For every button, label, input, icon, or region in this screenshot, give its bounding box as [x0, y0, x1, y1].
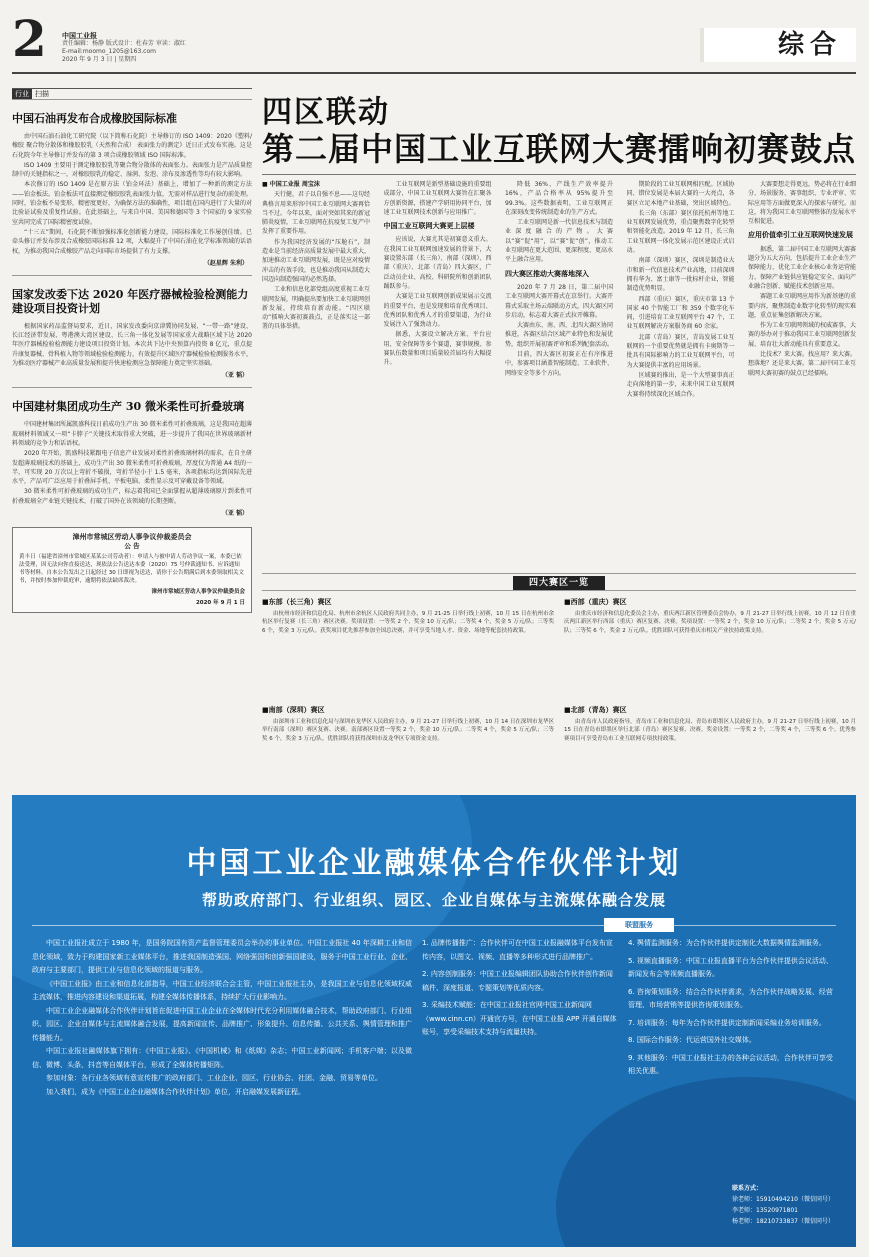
tag-label: 行业	[12, 89, 32, 99]
paragraph: 区域赛的推出，是一个大型赛事真正走向落地的第一步，未来中国工业互联网大赛将持续深化区域合作。	[626, 371, 735, 398]
tag-name: 扫描	[35, 90, 49, 98]
banner-title: 中国工业企业融媒体合作伙伴计划	[186, 846, 682, 881]
paragraph: 加入我们，成为《中国工业企业融媒体合作伙伴计划》单位，开启融媒发展新征程。	[46, 1087, 305, 1096]
paragraph: 由中国石油石油化工研究院（以下简称石化院）主导修订的 ISO 1409：2020《塑料/橡胶 聚合物分散体和橡胶胶乳（天然和合成） 表面张力的测定》近日正式发布实施。这是石化院今年主导修订并发布的第 3 项合成橡胶领域 ISO 国际标准。	[12, 133, 252, 159]
paragraph: 作为工业互联网领域的权威赛事，大赛的举办对于推动我国工业互联网创新发展、培育壮大新动能具有重要意义。	[748, 322, 856, 348]
division-west	[564, 598, 856, 635]
paragraph: 赛题工业互联网应用作为新基建的重要内容，聚焦制造业数字化转型的现实难题，重点征集创新解决方案。	[748, 293, 856, 319]
paragraph: 工业互联网是新型基础设施的重要组成部分，中国工业互联网大赛旨在汇聚各方创新资源，搭建产学研用协同平台，加速工业互联网技术创新与应用推广。	[383, 181, 492, 216]
services-list-1	[422, 937, 618, 1044]
services-tag: 联盟服务	[604, 918, 674, 932]
paragraph: 工业互联网是新一代信息技术与制造业深度融合的产物。大赛以“赛”促“用”，以“赛”促“创”，推动工业互联网在更大范围、更深程度、更高水平上融合应用。	[505, 219, 613, 264]
service-item: 2. 内容创制服务：中国工业报编辑团队协助合作伙伴创作新闻稿件、深度报道、专题策划等优质内容。	[422, 970, 613, 992]
contact-line: 徐老师：15910494210（微信同号）	[732, 1196, 834, 1203]
paragraph: ISO 1409 主要用于测定橡胶胶乳等聚合物分散体的表面张力。表面张力是产品质量控制中的关键指标之一，对橡胶胶乳的稳定、湿润、发泡、涂布及渗透性等均有较大影响。	[12, 161, 252, 179]
paragraph: 长三角（东部）赛区依托杭州等地工业互联网发展优势，重点聚焦数字化转型和智能化改造。2019 年 12 月，长三角工业互联网一体化发展示范区建设正式启动。	[626, 209, 735, 255]
article-body	[12, 132, 252, 256]
article-body	[12, 420, 252, 506]
division-text: 由杭州市经济和信息化局、杭州市余杭区人民政府共同主办，9 月 21-25 日举行线上初赛，10 月 15 日在杭州市余杭区举行复赛（长三角）赛区决赛。奖项设置：一等奖 2 个，奖金 10 万元/队；二等奖 4 个，奖金 5 万元/队；三等奖 6 个，奖金 3 万元/队。获奖项目优先推荐参加全国总决赛，并可享受当地人才、资金、场地等配套扶持政策。	[262, 610, 554, 634]
paragraph: 南部（深圳）赛区，深圳是制造业大市和新一代信息技术产业高地，目前深圳拥有华为、富士康等一批标杆企业，智能制造优势明显。	[626, 257, 735, 293]
article-column-3	[505, 180, 613, 566]
divisions-band	[262, 573, 856, 591]
divisions-grid	[262, 598, 856, 794]
article-petrochina	[12, 112, 252, 267]
subheading: 四大赛区推动大赛落地深入	[505, 269, 589, 278]
article-byline: （赵星辉 朱利）	[203, 259, 248, 267]
article-column-4	[627, 180, 735, 566]
division-text: 由青岛市人民政府指导，青岛市工业和信息化局、青岛市即墨区人民政府主办，9 月 21-27 日举行线上初赛，10 月 15 日在青岛市即墨区举行北部（青岛）赛区复赛、决赛。奖金设置：一等奖 2 个，二等奖 4 个，三等奖 6 个。优秀参赛项目可享受青岛市工业互联网专项扶持政策。	[564, 718, 856, 742]
section-header	[700, 28, 856, 62]
industry-scan-tag	[12, 88, 252, 100]
paragraph: 30 微米柔性可折叠玻璃的成功生产，标志着我国已全面掌握从超薄玻璃原片到柔性可折叠玻璃全产业链关键技术，打破了国外在该领域的长期垄断。	[12, 488, 252, 505]
subheading: 应用价值牵引工业互联网快速发展	[748, 231, 853, 240]
banner-subtitle: 帮助政府部门、行业组织、园区、企业自媒体与主流媒体融合发展	[201, 891, 666, 909]
paragraph: 本次修订的 ISO 1409 是在原方法（铂金环法）基础上，增加了一种新的测定方法——铂金板法。铂金板法可直接测定橡胶胶乳表面张力值，无需对样品进行复杂的前处理。同时，铂金板不易变形，精密度更好，为确保方法的准确性，项目组在国内进行了大量的对比验证试验及重复性试验。在此基础上，与来自中国、美国和德国等 3 个国家的 9 家实验室共同完成了国际精密度试验。	[12, 181, 253, 226]
service-item: 3. 采编技术赋能：在中国工业报社官网中国工业新闻网（www.cinn.cn）开通官方号，在中国工业报 APP 开通自媒体账号，享受采编技术支持与流量扶持。	[422, 1001, 617, 1036]
main-article	[262, 180, 856, 566]
divisions-title: 四大赛区一览	[513, 576, 605, 590]
paragraph: 根据国家药品监督局要求，近日，国家发改委向京津冀协同发展、“一带一路”建设、长江经济带发展、粤港澳大湾区建设、长三角一体化发展等国家重大战略区域下达 2020 年医疗器械检验检测能力建设项目投资计划。本次共下达中央预算内投资 8 亿元，重点提升康复器械、骨科植入物等领域检验检测能力，有效提升区域医疗器械检验检测服务水平，为推动医疗器械产业高质量发展和提升快速检测应急保障能力奠定坚实基础。	[12, 322, 253, 368]
division-text: 由重庆市经济和信息化委员会主办，重庆两江新区管理委员会协办，9 月 21-27 日举行线上初赛，10 月 12 日在重庆两江新区举行西部（重庆）赛区复赛、决赛。奖项设置：一等奖 2 个，奖金 10 万元/队；二等奖 2 个，奖金 5 万元/队；三等奖 6 个，奖金 2 万元/队。优胜团队可获得重庆市相关产业扶持政策支持。	[564, 610, 856, 634]
arbitration-notice	[12, 527, 252, 613]
section-title: 综合	[777, 30, 842, 60]
paragraph: 2020 年 7 月 28 日，第二届中国工业互联网大赛开幕式在京举行。大赛开幕式采取主场云端联动方式，四大赛区同步启动，标志着大赛正式拉开帷幕。	[505, 283, 613, 319]
notice-title: 漳州市常城区劳动人事争议仲裁委员会	[72, 533, 192, 542]
banner-divider	[32, 925, 836, 926]
page-number: 2	[12, 9, 47, 68]
subheading: 中国工业互联网大赛更上层楼	[383, 222, 475, 231]
article-ndrc	[12, 288, 252, 379]
paragraph: 比技术？来大赛。找应用？来大赛。想落地？还是来大赛。第二届中国工业互联网大赛初赛的鼓点已经擂响。	[748, 351, 856, 377]
article-title: 国家发改委下达 2020 年医疗器械检验检测能力建设项目投资计划	[12, 287, 249, 315]
article-column-1	[262, 180, 370, 566]
email-line: E-mail:moomo_1205@163.com	[62, 48, 156, 55]
paragraph: 中国工业报社融媒体旗下拥有：《中国工业报》、《中国机械》和《纸媒》杂志；中国工业新闻网；手机客户端；以及微信、微博、头条、抖音等自媒体平台，形成了全媒体传播矩阵。	[32, 1047, 412, 1069]
division-east	[262, 598, 554, 635]
paragraph: 目前，四大赛区初赛正在有序推进中，参赛项目涵盖智能制造、工业软件、网络安全等多个方向。	[505, 351, 613, 377]
service-item: 6. 咨询策划服务：结合合作伙伴需求，为合作伙伴战略发展、经营管理、市场营销等提供咨询策划服务。	[628, 987, 833, 1009]
paragraph: 北部（青岛）赛区，青岛发展工业互联网的一个重要优势就是拥有卡奥斯等一批具有国际影响力的工业互联网平台，可为大赛提供丰富的应用场景。	[626, 333, 735, 369]
paragraph: 大赛要想走得更远，势必将在行业细分、场景服务、赛事组织、专业评审、实际应用等方面做更深入的探索与研究。而这，将为我国工业互联网整体的发展水平互相促进。	[748, 181, 856, 226]
division-south	[262, 706, 554, 743]
article-byline: （亚 韬）	[221, 372, 248, 380]
notice-footer: 漳州市常城区劳动人事争议仲裁委员会	[151, 589, 245, 596]
division-name: ■西部（重庆）赛区	[564, 598, 627, 606]
paragraph: 中国工业企业融媒体合作伙伴计划旨在促进中国工业企业在全媒体时代充分利用媒体融合技术，帮助政府部门、行业组织、园区、企业自媒体与主流媒体融合发展，提高新闻宣传、品牌推广、形象提升、信息传播、公共关系、舆情管理和推广传播能力。	[32, 1006, 412, 1042]
division-text: 由深圳市工业和信息化局与深圳市龙华区人民政府主办，9 月 21-27 日举行线上初赛，10 月 14 日在深圳市龙华区举行南部（深圳）赛区复赛、决赛。南部赛区设置一等奖 2 个，奖金 10 万元/队；二等奖 4 个，奖金 5 万元/队；三等奖 6 个，奖金 3 万元/队。优胜团队将获得深圳市及龙华区专项资金支持。	[262, 718, 554, 742]
article-cnbm	[12, 400, 252, 517]
masthead	[0, 0, 869, 72]
banner-intro	[32, 937, 412, 1099]
contact-line: 李老师：13520971801	[732, 1207, 798, 1214]
paper-name: 中国工业报	[62, 32, 97, 40]
notice-date: 2020 年 9 月 1 日	[195, 600, 245, 607]
paragraph: 中国建材集团所属凯盛科技日前成功生产出 30 微米柔性可折叠玻璃，这是我国在超薄玻璃材料领域又一项“卡脖子”关键技术取得重大突破，进一步提升了我国在世界玻璃新材料领域的竞争力和话语权。	[12, 421, 252, 447]
paragraph: 大赛由东、南、西、北四大赛区协同推进，各赛区结合区域产业特色和发展优势，组织开展初赛评审和系列配套活动。	[505, 322, 613, 348]
paragraph: 据悉，大赛设立解决方案、平台应用、安全保障等多个赛道，赛事规模、参赛队伍数量和项目质量较首届均有大幅提升。	[383, 331, 492, 367]
article-title: 中国石油再发布合成橡胶国际标准	[12, 112, 177, 125]
service-item: 5. 视频直播服务：中国工业报直播平台为合作伙伴提供会议活动、新闻发布会等视频直播服务。	[628, 956, 833, 978]
date-line: 2020 年 9 月 3 日 | 星期四	[62, 56, 137, 63]
headline-line-2: 第二届中国工业互联网大赛擂响初赛鼓点	[262, 130, 857, 168]
paragraph: “十三五”期间，石化院不断加强标准化创新能力建设，国际标准化工作屡创佳绩。已牵头修订并发布涉及合成橡胶国际标准 12 项，大幅提升了中国石油在化学标准领域的话语权，为推动我国合成橡胶产品走向国际市场提供了有力支撑。	[12, 228, 252, 255]
paragraph: 大赛是工业互联网创新成果展示交流的重要平台，也是发现和培育优秀项目、优秀团队和优秀人才的重要渠道，为行业发展注入了强劲动力。	[383, 293, 492, 329]
services-list-2	[628, 937, 836, 1083]
division-name: ■南部（深圳）赛区	[262, 706, 325, 714]
paragraph: 天行健，君子以自强不息——这句经典格言用来形容中国工业互联网大赛再恰当不过。今年以来，面对突如其来的新冠肺炎疫情，工业互联网在抗疫复工复产中发挥了重要作用。	[262, 191, 370, 236]
paper-info	[62, 32, 186, 64]
paragraph: 工业和信息化部党组高度重视工业互联网发展，明确提出要加快工业互联网创新发展，持续培育新动能。“四区联动”擂响大赛初赛鼓点，正是落实这一部署的具体举措。	[262, 286, 370, 331]
service-item: 7. 培训服务：每年为合作伙伴提供定制新闻采编业务培训服务。	[628, 1018, 826, 1027]
division-name: ■北部（青岛）赛区	[564, 706, 627, 714]
article-column-2	[384, 180, 492, 566]
paragraph: 据悉，第二届中国工业互联网大赛赛题分为五大方向，包括提升工业企业生产保障能力、优化工业企业核心业务运营能力、保障产业链供应链稳定安全、面向产业融合创新、赋能技术创新应用。	[748, 245, 856, 290]
article-title: 中国建材集团成功生产 30 微米柔性可折叠玻璃	[12, 400, 244, 414]
article-body	[12, 322, 252, 368]
paragraph: 《中国工业报》由工业和信息化部指导，中国工业经济联合会主管，中国工业报社主办，是我国工业与信息化领域权威主流媒体，推进内容建设和渠道拓展，构建全媒体传播体系，持续扩大行业影响力。	[32, 979, 412, 1001]
contact-line: 杨老师：18210733837（微信同号）	[732, 1218, 834, 1225]
paragraph: 应该说，大赛尤其是初赛意义重大。在我国工业互联网加速发展的背景下，大赛设置东部（长三角）、南部（深圳）、西部（重庆）、北部（青岛）四大赛区，广泛动员企业、高校、科研院所和创新团队踊跃参与。	[383, 236, 492, 290]
contact-info	[732, 1183, 834, 1227]
division-name: ■东部（长三角）赛区	[262, 598, 332, 606]
paragraph: 作为我国经济发展的“压舱石”，制造业是当前经济高质量发展中最大重大，加速推动工业互联网发展，既是应对疫情冲击的有效手段，也是推动我国从制造大国迈向制造强国的必然选择。	[262, 238, 370, 283]
media-partner-banner	[12, 795, 856, 1247]
paragraph: 西部（重庆）赛区，重庆市第 13 个国家 40 个智能工厂和 359 个数字化车间，引进培育工业互联网平台 47 个，工业互联网解决方案服务商 60 余家。	[626, 295, 735, 331]
paragraph: 中国工业报社成立于 1980 年，是国务院国有资产监督管理委员会举办的事业单位。中国工业报社 40 年深耕工业和信息化领域，致力于构建国家新工业媒体平台，推进我国制造强国、网络强国和创新强国建设，服务于中国工业行业、企业、政府与主要部门，提供工业与信息化领域的报道与服务。	[32, 939, 412, 974]
header-divider	[12, 72, 856, 74]
left-column	[12, 88, 252, 788]
article-byline: （亚 韬）	[221, 510, 248, 518]
service-item: 4. 舆情监测服务：为合作伙伴提供定制化大数据舆情监测服务。	[628, 939, 826, 947]
paragraph: 参加对象：各行业各领域有意宣传推广的政府部门、工业企业、园区、行业协会、社团、金融、贸易等单位。	[46, 1074, 382, 1082]
headline-divider	[262, 174, 856, 175]
article-column-5	[748, 180, 856, 566]
contact-label: 联系方式：	[732, 1185, 763, 1192]
editors-line: 责任编辑：杨静 版式设计：杜春芳 审读：淑红	[62, 40, 186, 47]
headline-line-1: 四区联动	[262, 95, 390, 130]
service-item: 8. 国际合作服务：代运营国外社交媒体。	[628, 1036, 756, 1044]
notice-subtitle: 公 告	[124, 542, 140, 551]
division-north	[564, 706, 856, 743]
paragraph: 2020 年开始，凯盛科技紧跟电子信息产业发展对柔性折叠玻璃材料的需求，在自主研发超薄玻璃技术的基础上，成功生产出 30 微米柔性可折叠玻璃，厚度仅为普通 A4 纸的一半，可实现 20 万次以上弯折不破损，弯折半径小于 1.5 毫米，各项指标均达到国际先进水平，产品可广泛应用于折叠屏手机、平板电脑、柔性显示及可穿戴设备等领域。	[12, 450, 252, 486]
notice-body: 黄丰日（福建省漳州市常城区某某公司劳动者）：申请人与被申请人劳动争议一案，本委已依法受理，因无法向你直接送达，现依法公告送达本委（2020）75 号仲裁通知书、应诉通知书等材料。自本公告发出之日起经过 30 日即视为送达，请你于公告期满后到本委领取相关文书，并按时参加仲裁庭审，逾期将依法缺席裁决。	[19, 554, 244, 585]
divider	[12, 387, 252, 388]
author-line: ■ 中国工业报 周宝沫	[262, 181, 320, 188]
service-item: 1. 品牌传播推广：合作伙伴可在中国工业报融媒体平台发布宣传内容，以图文、视频、直播等多种形式进行品牌推广。	[422, 939, 613, 961]
service-item: 9. 其他服务：中国工业报社主办的各种会议活动，合作伙伴可享受相关优惠。	[628, 1053, 833, 1075]
paragraph: 期阶段的工业互联网相匹配。区域协同、错位发展是本届大赛的一大亮点，各赛区立足本地产业基础，突出区域特色。	[626, 181, 735, 207]
divider	[12, 275, 252, 276]
main-headline	[262, 96, 856, 168]
paragraph: 降低 36%，产线生产效率提升 16%，产品合格率从 95%提升至 99.3%。这些数据表明，工业互联网正在深刻改变传统制造业的生产方式。	[505, 181, 613, 216]
